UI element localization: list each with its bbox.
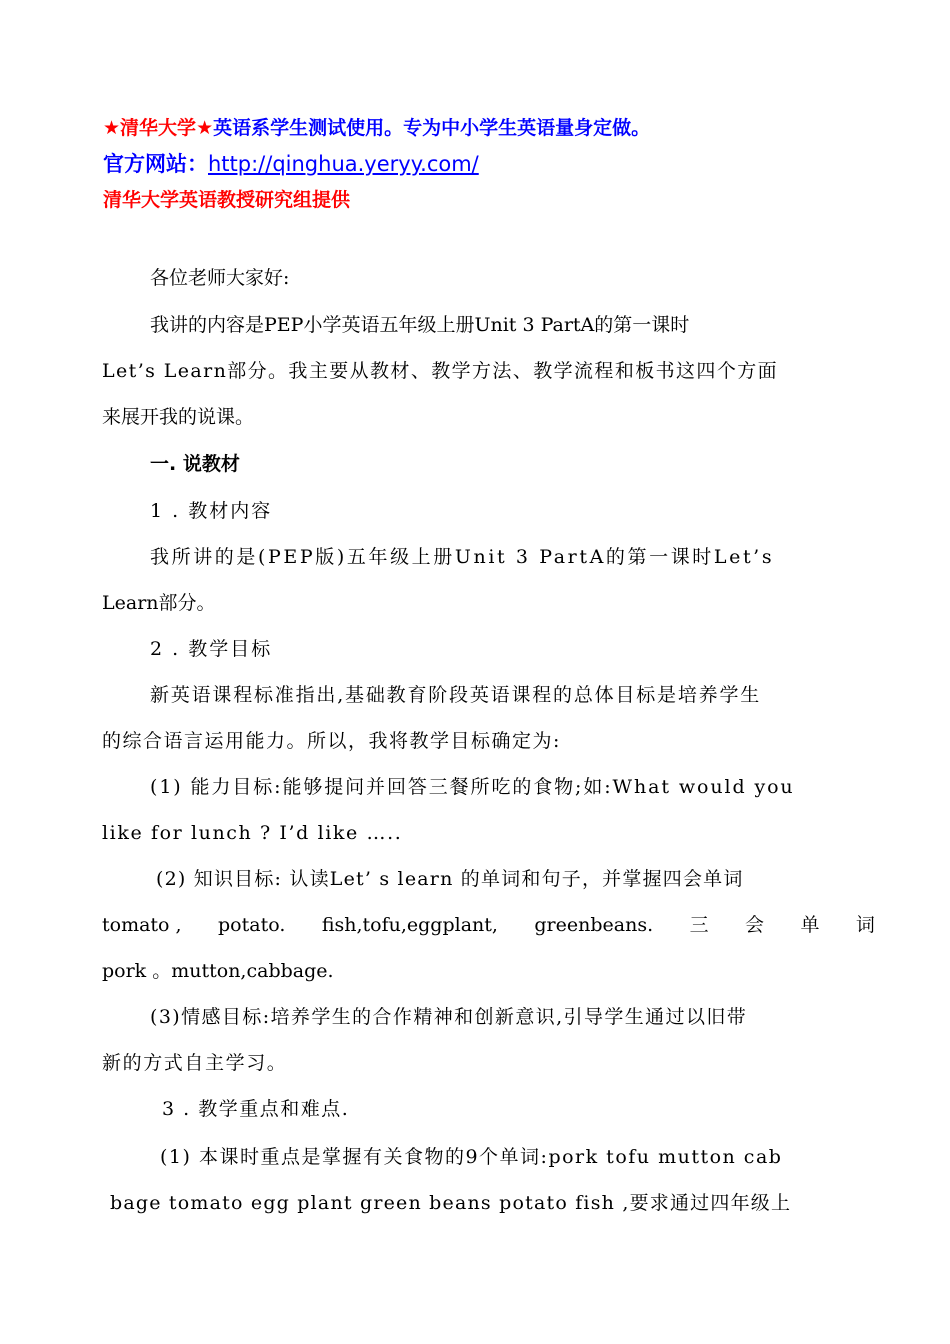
goal-3-line-2: 新的方式自主学习。: [102, 1052, 288, 1074]
word-tomato: tomato ,: [102, 914, 182, 936]
word-potato: potato.: [218, 914, 286, 936]
goal-1-line-1: (1) 能力目标:能够提问并回答三餐所吃的食物;如:What would you: [150, 776, 795, 798]
goal-3-line-1: (3)情感目标:培养学生的合作精神和创新意识,引导学生通过以旧带: [150, 1006, 748, 1028]
site-link[interactable]: http://qinghua.yeryy.com/: [208, 152, 479, 176]
school-name: 清华大学: [120, 117, 197, 139]
site-label: 官方网站：: [103, 152, 208, 176]
content-line-2: Learn部分。: [102, 592, 216, 614]
key-point-line-2: bage tomato egg plant green beans potato fish ,要求通过四年级上: [110, 1192, 792, 1214]
greeting: 各位老师大家好:: [150, 267, 290, 289]
goal-intro-line-2: 的综合语言运用能力。所以，我将教学目标确定为:: [102, 730, 561, 752]
goal-2-line-1: (2) 知识目标: 认读Let’ s learn 的单词和句子，并掌握四会单词: [156, 868, 744, 890]
star-icon: ★: [103, 117, 121, 139]
char-ci: 词: [855, 914, 875, 936]
subheading-1: 1 . 教材内容: [150, 500, 273, 522]
goal-intro-line-1: 新英语课程标准指出,基础教育阶段英语课程的总体目标是培养学生: [150, 684, 762, 706]
header-provider: 清华大学英语教授研究组提供: [103, 189, 351, 211]
header-site-line: [103, 148, 479, 178]
char-san: 三: [689, 914, 709, 936]
section-heading-1: 一. 说教材: [150, 453, 240, 475]
slogan-text: 英语系学生测试使用。专为中小学生英语量身定做。: [213, 117, 651, 139]
star-icon: ★: [196, 117, 214, 139]
header-slogan-line: [103, 113, 650, 140]
subheading-3: 3 . 教学重点和难点.: [162, 1098, 350, 1120]
intro-line-3: 来展开我的说课。: [102, 406, 255, 428]
goal-1-line-2: like for lunch ? I’d like …..: [102, 822, 403, 844]
key-point-line-1: (1) 本课时重点是掌握有关食物的9个单词:pork tofu mutton cab: [160, 1146, 783, 1168]
intro-line-2: Let’s Learn部分。我主要从教材、教学方法、教学流程和板书这四个方面: [102, 360, 779, 382]
subheading-2: 2 . 教学目标: [150, 638, 273, 660]
word-greenbeans: greenbeans.: [534, 914, 654, 936]
word-list: fish,tofu,eggplant,: [321, 914, 498, 936]
content-line-1: 我所讲的是(PEP版)五年级上册Unit 3 PartA的第一课时Let’s: [150, 546, 775, 568]
char-dan: 单: [800, 914, 820, 936]
goal-2-line-3: pork 。mutton,cabbage.: [102, 960, 334, 982]
intro-line-1: 我讲的内容是PEP小学英语五年级上册Unit 3 PartA的第一课时: [150, 314, 690, 336]
goal-2-line-2: [102, 912, 875, 938]
char-hui: 会: [745, 914, 765, 936]
